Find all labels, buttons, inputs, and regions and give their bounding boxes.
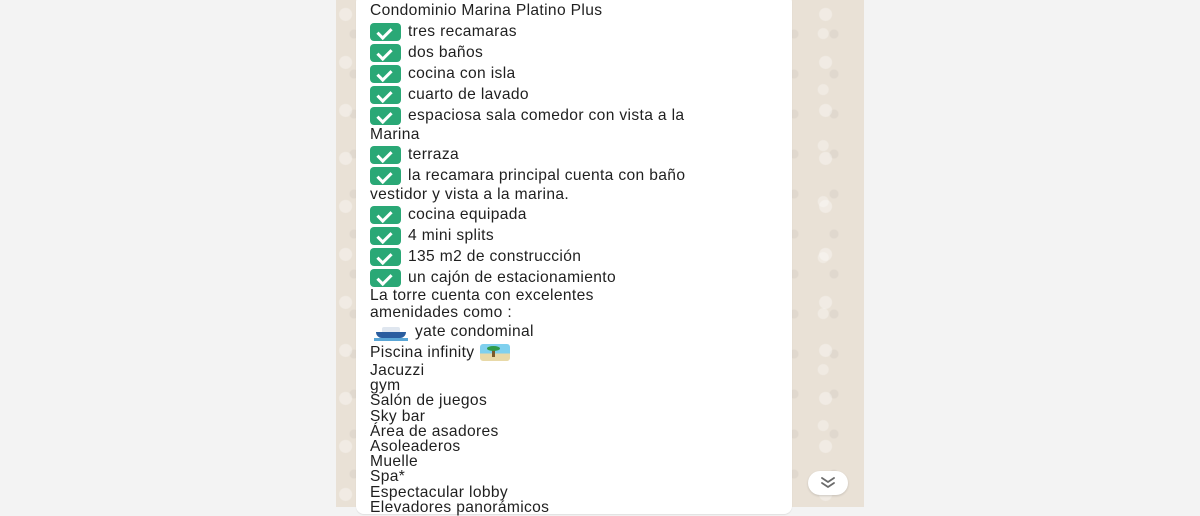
- checklist-item: [370, 42, 790, 63]
- checklist-item: [370, 204, 790, 225]
- check-mark-icon: [370, 227, 401, 245]
- amenities-intro: La torre cuenta con excelentes: [370, 287, 594, 304]
- checklist-item: [370, 21, 790, 42]
- checklist-item: [370, 225, 790, 246]
- amenity-item: Sky bar: [370, 407, 426, 425]
- amenities-intro-continuation: amenidades como :: [370, 304, 513, 321]
- checklist-item-label: 4 mini splits: [408, 227, 495, 244]
- check-mark-icon: [370, 107, 401, 125]
- check-mark-icon: [370, 86, 401, 104]
- message-title: Condominio Marina Platino Plus: [370, 2, 603, 19]
- amenity-item: Salón de juegos: [370, 392, 488, 410]
- checklist-item: [370, 84, 790, 105]
- check-mark-icon: [370, 248, 401, 266]
- amenity-item: Elevadores panorámicos: [370, 498, 550, 516]
- checklist-item-label: cocina equipada: [408, 206, 527, 223]
- checklist-item-label: la recamara principal cuenta con baño: [408, 167, 686, 184]
- checklist-item-label: terraza: [408, 146, 459, 163]
- amenity-item: Spa*: [370, 468, 406, 486]
- checklist-item: [370, 165, 790, 186]
- checklist-item: [370, 63, 790, 84]
- check-mark-icon: [370, 206, 401, 224]
- check-mark-icon: [370, 44, 401, 62]
- message-text: [370, 0, 790, 515]
- checklist-item-label: cocina con isla: [408, 65, 516, 82]
- amenity-item: Muelle: [370, 453, 419, 471]
- checklist-item-label: un cajón de estacionamiento: [408, 269, 616, 286]
- checklist-item: [370, 105, 790, 126]
- pool-line: [370, 342, 790, 363]
- amenity-item: gym: [370, 377, 401, 395]
- check-mark-icon: [370, 65, 401, 83]
- check-mark-icon: [370, 269, 401, 287]
- checklist-item-label: espaciosa sala comedor con vista a la: [408, 107, 685, 124]
- amenity-item: Área de asadores: [370, 422, 499, 440]
- checklist-item-continuation: vestidor y vista a la marina.: [370, 186, 570, 203]
- desert-island-icon: [480, 344, 510, 361]
- pool-label: Piscina infinity: [370, 344, 475, 361]
- amenity-item: Jacuzzi: [370, 362, 425, 379]
- chevron-double-down-icon: [820, 477, 836, 489]
- check-mark-icon: [370, 23, 401, 41]
- checklist-item: [370, 267, 790, 288]
- amenity-item: Asoleaderos: [370, 437, 461, 455]
- check-mark-icon: [370, 146, 401, 164]
- checklist-item-label: 135 m2 de construcción: [408, 248, 582, 265]
- check-mark-icon: [370, 167, 401, 185]
- amenity-item: Espectacular lobby: [370, 483, 509, 501]
- checklist-item-label: dos baños: [408, 44, 484, 61]
- checklist-item: [370, 246, 790, 267]
- checklist-item: [370, 144, 790, 165]
- scroll-to-bottom-button[interactable]: [808, 471, 848, 495]
- checklist-item-continuation: Marina: [370, 126, 420, 143]
- yacht-line: [370, 321, 790, 342]
- checklist-item-label: tres recamaras: [408, 23, 517, 40]
- yacht-label: yate condominal: [415, 323, 534, 340]
- checklist-item-label: cuarto de lavado: [408, 86, 529, 103]
- ship-icon: [374, 323, 408, 341]
